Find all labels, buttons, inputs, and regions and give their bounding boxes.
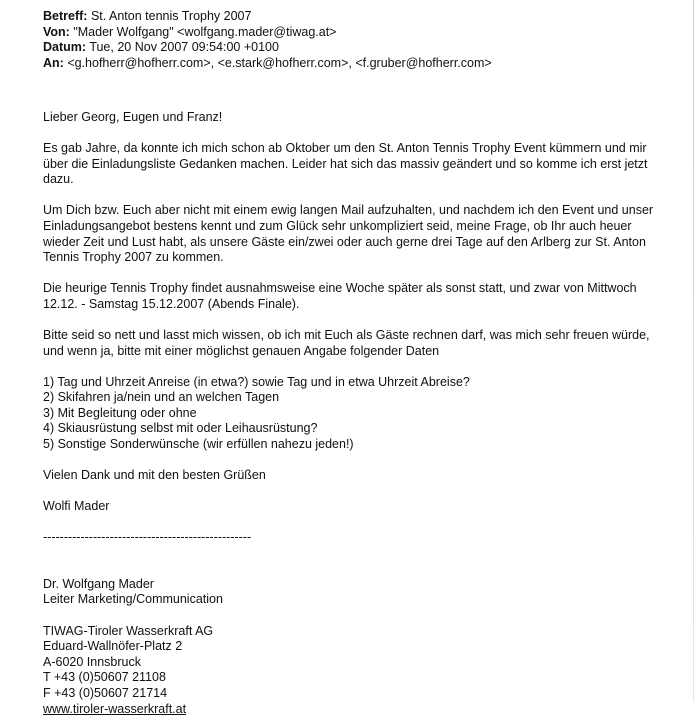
signature-block bbox=[43, 577, 693, 717]
from-label: Von: bbox=[43, 24, 70, 39]
signature-divider: -------------------------------------------------- bbox=[43, 530, 252, 545]
signature-company: TIWAG-Tiroler Wasserkraft AG bbox=[43, 623, 214, 638]
signature-website-row bbox=[43, 702, 693, 717]
greeting: Lieber Georg, Eugen und Franz! bbox=[43, 110, 223, 124]
subject-row bbox=[43, 9, 492, 25]
email-header bbox=[43, 9, 492, 71]
paragraph-line: Um Dich bzw. Euch aber nicht mit einem ewig langen Mail aufzuhalten, und nachdem ich den Event und unser bbox=[43, 203, 654, 218]
signature-role: Leiter Marketing/Communication bbox=[43, 592, 223, 607]
closing-line: Vielen Dank und mit den besten Grüßen bbox=[43, 468, 266, 483]
paragraph-invitation bbox=[43, 203, 693, 265]
paragraph-line: Tennis Trophy 2007 zu kommen. bbox=[43, 250, 224, 265]
sender-name: Wolfi Mader bbox=[43, 499, 110, 514]
list-item: 1) Tag und Uhrzeit Anreise (in etwa?) sowie Tag und in etwa Uhrzeit Abreise? bbox=[43, 374, 470, 389]
website-link[interactable]: www.tiroler-wasserkraft.at bbox=[43, 701, 187, 716]
list-item: 3) Mit Begleitung oder ohne bbox=[43, 405, 197, 420]
paragraph-intro bbox=[43, 141, 693, 188]
scan-edge bbox=[693, 0, 694, 702]
to-label: An: bbox=[43, 55, 64, 70]
question-list bbox=[43, 375, 693, 453]
date-row bbox=[43, 40, 492, 56]
to-row bbox=[43, 56, 492, 72]
date-label: Datum: bbox=[43, 40, 87, 54]
paragraph-line: Einladungsangebot bestens kennt und zum Glück sehr unkompliziert seid, meine Frage, ob Ihr auch heuer bbox=[43, 218, 632, 233]
paragraph-line: Bitte seid so nett und lasst mich wissen, ob ich mit Euch als Gäste rechnen darf, was mich sehr freuen würde, bbox=[43, 327, 650, 342]
list-item: 2) Skifahren ja/nein und an welchen Tagen bbox=[43, 390, 280, 405]
subject-label: Betreff: bbox=[43, 9, 88, 23]
paragraph-line: 12.12. - Samstag 15.12.2007 (Abends Finale). bbox=[43, 296, 300, 311]
signature-name: Dr. Wolfgang Mader bbox=[43, 576, 154, 591]
signature-city: A-6020 Innsbruck bbox=[43, 654, 141, 669]
signature-phone: T +43 (0)50607 21108 bbox=[43, 670, 166, 685]
date-value: Tue, 20 Nov 2007 09:54:00 +0100 bbox=[89, 40, 279, 54]
subject-value: St. Anton tennis Trophy 2007 bbox=[90, 9, 252, 23]
paragraph-line: Es gab Jahre, da konnte ich mich schon ab Oktober um den St. Anton Tennis Trophy Event kümmern und mir bbox=[43, 141, 647, 156]
paragraph-line: und wenn ja, bitte mit einer möglichst genauen Angabe folgender Daten bbox=[43, 343, 440, 358]
email-body bbox=[43, 110, 693, 717]
paragraph-line: über die Einladungsliste Gedanken machen. Leider hat sich das massiv geändert und so komme ich erst jetzt bbox=[43, 156, 648, 171]
from-value: "Mader Wolfgang" <wolfgang.mader@tiwag.at> bbox=[73, 24, 337, 39]
paragraph-line: wieder Zeit und Lust habt, als unsere Gäste ein/zwei oder auch gerne drei Tage auf den Arlberg zur St. Anton bbox=[43, 234, 646, 249]
from-row bbox=[43, 25, 492, 41]
paragraph-dates bbox=[43, 281, 693, 312]
paragraph-line: Die heurige Tennis Trophy findet ausnahmsweise eine Woche später als sonst statt, und zwar von Mittwoch bbox=[43, 281, 637, 296]
list-item: 4) Skiausrüstung selbst mit oder Leihausrüstung? bbox=[43, 421, 318, 436]
signature-street: Eduard-Wallnöfer-Platz 2 bbox=[43, 639, 183, 654]
to-value: <g.hofherr@hofherr.com>, <e.stark@hofherr.com>, <f.gruber@hofherr.com> bbox=[67, 55, 492, 70]
paragraph-request bbox=[43, 328, 693, 359]
signature-fax: F +43 (0)50607 21714 bbox=[43, 685, 168, 700]
list-item: 5) Sonstige Sonderwünsche (wir erfüllen nahezu jeden!) bbox=[43, 437, 354, 451]
paragraph-line: dazu. bbox=[43, 172, 74, 187]
